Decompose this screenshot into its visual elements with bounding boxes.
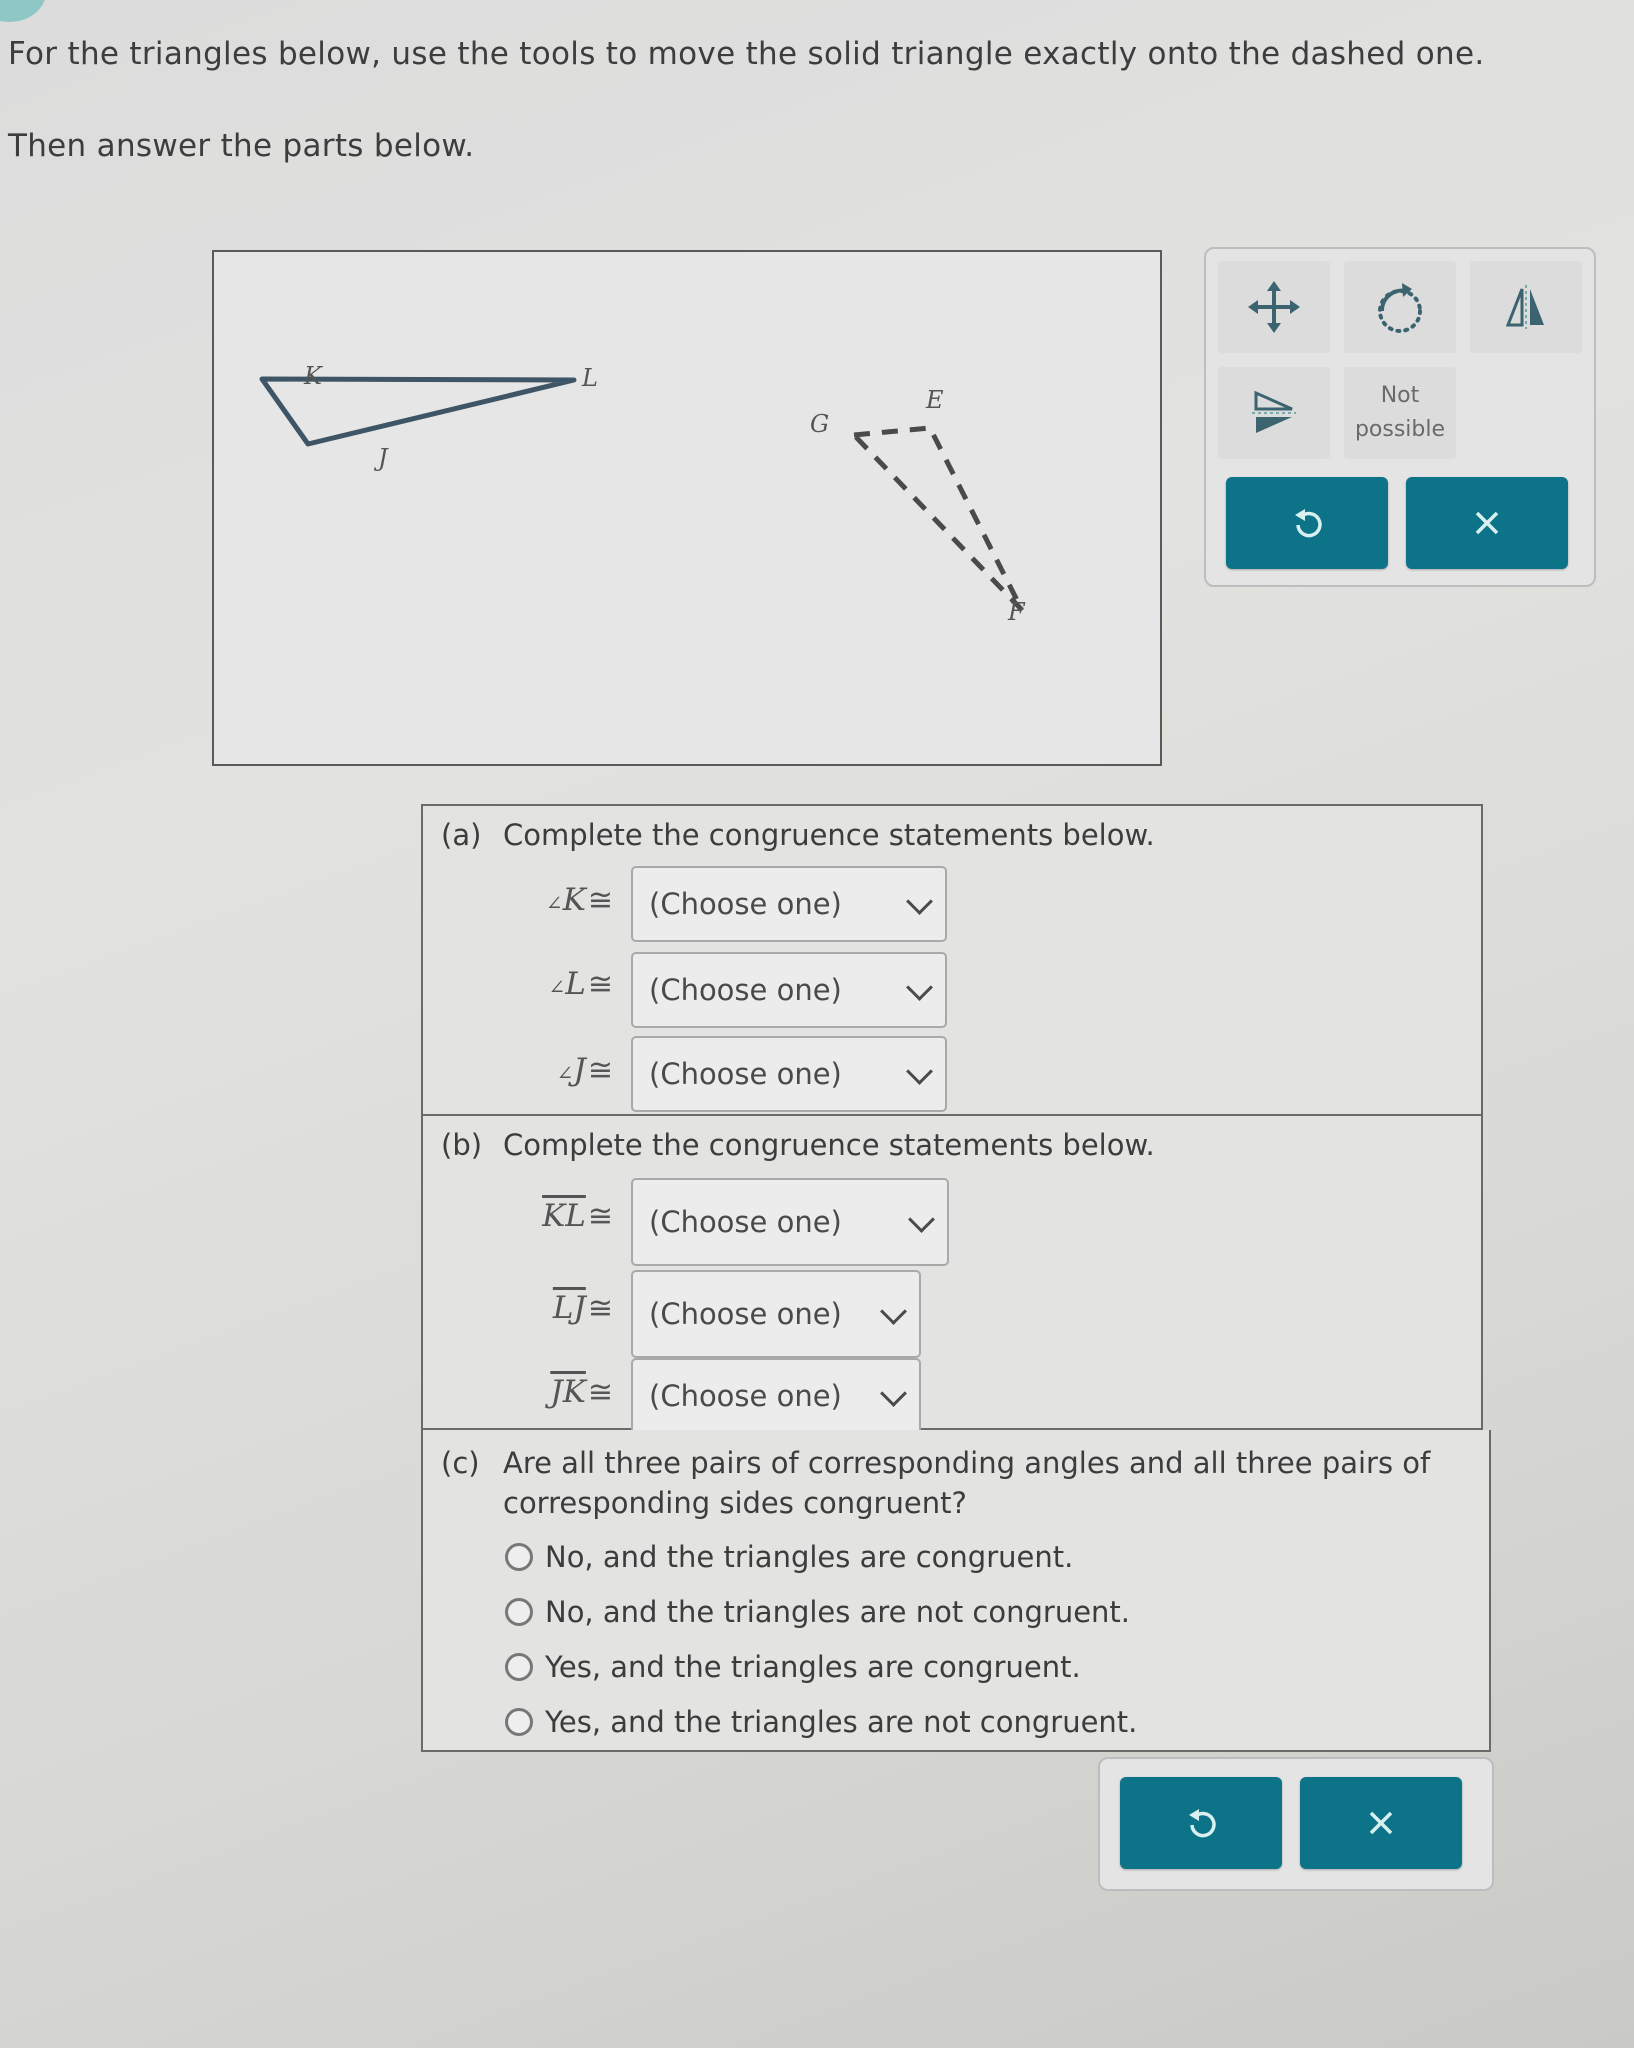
undo-icon — [1183, 1805, 1219, 1841]
not-possible-label-line1: Not — [1380, 383, 1420, 408]
reflect-horizontal-tool-button[interactable] — [1218, 367, 1330, 459]
segment-jk-label: $\overline{JK}≅$ — [550, 1374, 613, 1410]
chevron-down-icon — [880, 1298, 907, 1325]
option-no-congruent[interactable]: No, and the triangles are congruent. — [505, 1540, 1073, 1574]
angle-k-label: ∠K≅ — [545, 882, 613, 918]
translate-tool-button[interactable] — [1218, 261, 1330, 353]
angle-l-label: ∠L≅ — [548, 966, 613, 1002]
radio-button[interactable] — [505, 1653, 533, 1681]
move-arrows-icon — [1244, 277, 1304, 337]
transformation-canvas[interactable] — [212, 250, 1162, 766]
instruction-text: For the triangles below, use the tools to move the solid triangle exactly onto the dashed one. — [8, 36, 1485, 72]
segment-kl-label: $\overline{KL}≅$ — [542, 1198, 613, 1234]
angle-j-label: ∠J≅ — [556, 1052, 613, 1088]
chevron-down-icon — [880, 1380, 907, 1407]
part-b-section — [421, 1116, 1483, 1430]
vertex-label-j: J — [378, 444, 388, 472]
status-badge — [0, 0, 46, 22]
instruction-subtext: Then answer the parts below. — [8, 128, 475, 164]
not-possible-button[interactable] — [1344, 367, 1456, 459]
vertex-label-l: L — [582, 364, 598, 392]
vertex-label-e: E — [926, 386, 944, 414]
rotate-icon — [1368, 275, 1432, 339]
chevron-down-icon — [906, 974, 933, 1001]
vertex-label-k: K — [304, 362, 322, 390]
segment-jk-dropdown[interactable]: (Choose one) — [631, 1358, 921, 1434]
rotate-tool-button[interactable] — [1344, 261, 1456, 353]
close-icon — [1365, 1807, 1397, 1839]
vertex-label-g: G — [810, 410, 830, 438]
angle-j-dropdown[interactable]: (Choose one) — [631, 1036, 947, 1112]
undo-icon — [1289, 505, 1325, 541]
part-b-heading: (b) Complete the congruence statements below. — [441, 1128, 1155, 1162]
questions-panel — [421, 804, 1483, 1752]
option-yes-congruent[interactable]: Yes, and the triangles are congruent. — [505, 1650, 1081, 1684]
part-a-heading: (a) Complete the congruence statements below. — [441, 818, 1155, 852]
reflect-vertical-icon — [1496, 277, 1556, 337]
clear-button[interactable] — [1406, 477, 1568, 569]
angle-k-dropdown[interactable]: (Choose one) — [631, 866, 947, 942]
segment-lj-dropdown[interactable]: (Choose one) — [631, 1270, 921, 1358]
segment-lj-label: $\overline{LJ}≅$ — [552, 1290, 613, 1326]
tool-palette — [1204, 247, 1596, 587]
segment-kl-dropdown[interactable]: (Choose one) — [631, 1178, 949, 1266]
reflect-horizontal-icon — [1244, 383, 1304, 443]
option-no-not-congruent[interactable]: No, and the triangles are not congruent. — [505, 1595, 1130, 1629]
answer-actions — [1098, 1757, 1494, 1891]
radio-button[interactable] — [505, 1543, 533, 1571]
angle-l-dropdown[interactable]: (Choose one) — [631, 952, 947, 1028]
chevron-down-icon — [908, 1206, 935, 1233]
chevron-down-icon — [906, 1058, 933, 1085]
dashed-triangle-GEF — [854, 428, 1022, 610]
radio-button[interactable] — [505, 1598, 533, 1626]
chevron-down-icon — [906, 888, 933, 915]
not-possible-label-line2: possible — [1354, 417, 1446, 442]
vertex-label-f: F — [1008, 598, 1025, 626]
part-a-section — [421, 804, 1483, 1116]
radio-button[interactable] — [505, 1708, 533, 1736]
close-icon — [1471, 507, 1503, 539]
triangles-drawing — [214, 252, 1160, 764]
option-yes-not-congruent[interactable]: Yes, and the triangles are not congruent. — [505, 1705, 1137, 1739]
answer-undo-button[interactable] — [1120, 1777, 1282, 1869]
part-c-heading-line2: corresponding sides congruent? — [503, 1486, 967, 1520]
reflect-vertical-tool-button[interactable] — [1470, 261, 1582, 353]
answer-clear-button[interactable] — [1300, 1777, 1462, 1869]
part-c-section — [421, 1430, 1491, 1752]
part-c-heading: (c) Are all three pairs of corresponding angles and all three pairs of — [441, 1446, 1431, 1480]
undo-button[interactable] — [1226, 477, 1388, 569]
